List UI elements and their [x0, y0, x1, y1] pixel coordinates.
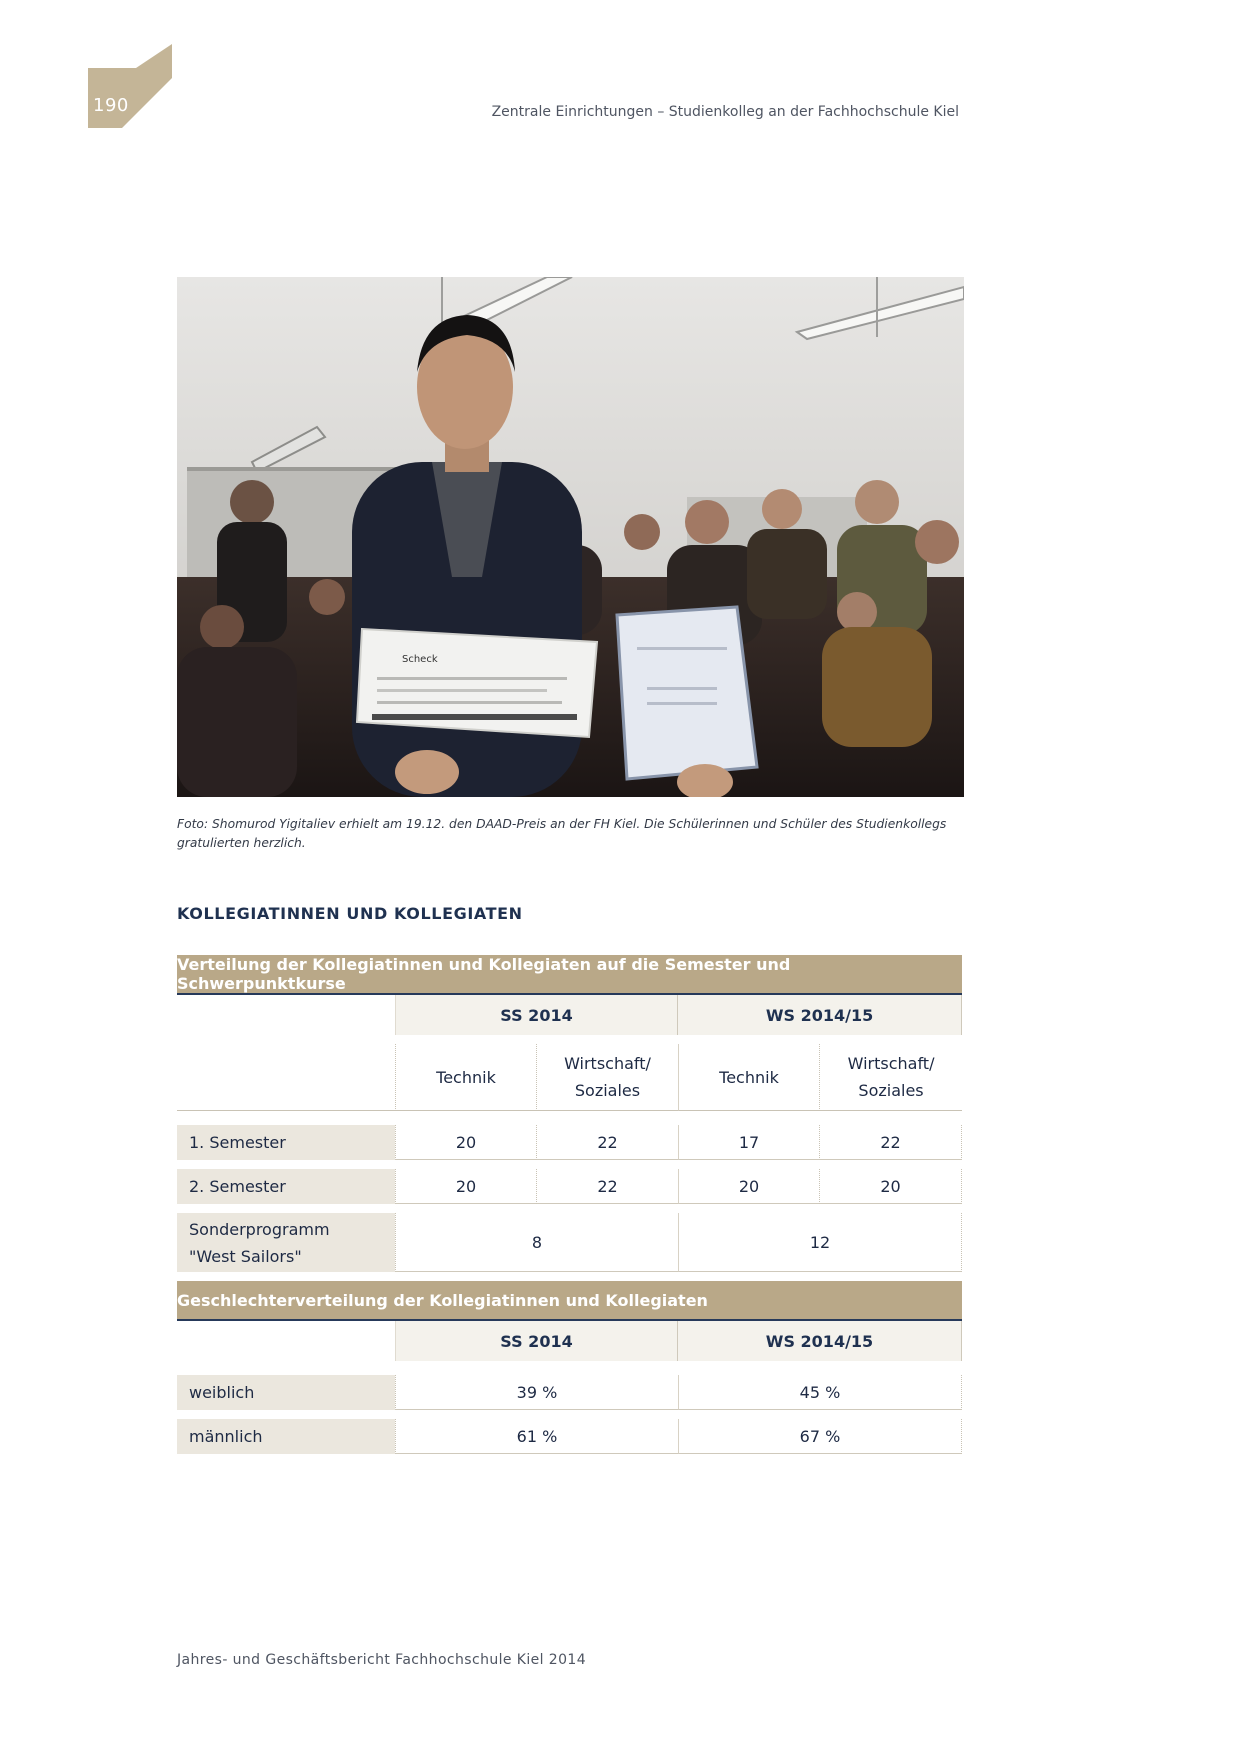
table-row [177, 1125, 962, 1160]
subheader-technik: Technik [395, 1044, 536, 1111]
table-cell: 20 [395, 1169, 536, 1204]
subheader-wirtschaft-line2: Soziales [858, 1081, 924, 1100]
table-row [177, 1169, 962, 1204]
table-cell: 22 [819, 1125, 962, 1160]
table-cell: 20 [678, 1169, 819, 1204]
section-heading: KOLLEGIATINNEN UND KOLLEGIATEN [177, 904, 523, 923]
enrollment-tables [177, 955, 962, 1454]
semester-table-title: Verteilung der Kollegiatinnen und Kollegiaten auf die Semester und Schwerpunktkurse [177, 955, 962, 995]
header-ws-2014-15: WS 2014/15 [678, 1321, 962, 1361]
gender-table-title: Geschlechterverteilung der Kollegiatinnen und Kollegiaten [177, 1281, 962, 1321]
header-ss-2014: SS 2014 [395, 995, 678, 1035]
table-cell: 12 [678, 1213, 962, 1272]
table-cell: 20 [395, 1125, 536, 1160]
table-row [177, 1419, 962, 1454]
photo-caption: Foto: Shomurod Yigitaliev erhielt am 19.12. den DAAD-Preis an der FH Kiel. Die Schülerinnen und Schüler des Studienkollegs gratulierten herzlich. [177, 817, 947, 850]
header-ws-2014-15: WS 2014/15 [678, 995, 962, 1035]
subject-header-row [177, 1044, 962, 1111]
special-label-line1: Sonderprogramm [189, 1219, 330, 1239]
table-cell: 22 [536, 1169, 678, 1204]
special-label-line2: "West Sailors" [189, 1246, 302, 1266]
header-ss-2014: SS 2014 [395, 1321, 678, 1361]
row-label: 1. Semester [177, 1125, 395, 1160]
table-cell: 17 [678, 1125, 819, 1160]
page-number: 190 [93, 95, 129, 116]
subheader-wirtschaft-line2: Soziales [574, 1081, 641, 1100]
subheader-wirtschaft-line1: Wirtschaft/ [564, 1054, 651, 1073]
row-label: 2. Semester [177, 1169, 395, 1204]
row-label-special-program [177, 1213, 395, 1272]
subheader-technik: Technik [678, 1044, 819, 1111]
award-photo [177, 277, 964, 797]
table-cell: 39 % [395, 1375, 678, 1410]
row-label: weiblich [177, 1375, 395, 1410]
gender-distribution-table [177, 1281, 962, 1454]
semester-header-row [177, 995, 962, 1035]
page-footer: Jahres- und Geschäftsbericht Fachhochschule Kiel 2014 [177, 1652, 587, 1668]
table-cell: 20 [819, 1169, 962, 1204]
header-empty-cell [177, 995, 395, 1035]
semester-distribution-table [177, 955, 962, 1281]
header-empty-cell [177, 1321, 395, 1361]
table-row [177, 1375, 962, 1410]
running-header: Zentrale Einrichtungen – Studienkolleg an der Fachhochschule Kiel [491, 104, 959, 120]
table-cell: 45 % [678, 1375, 962, 1410]
subheader-empty-cell [177, 1044, 395, 1111]
table-title-bar [177, 1281, 962, 1321]
check-heading: Scheck [402, 654, 438, 665]
subheader-wirtschaft [536, 1044, 678, 1111]
row-label: männlich [177, 1419, 395, 1454]
subheader-wirtschaft-line1: Wirtschaft/ [847, 1054, 935, 1073]
table-cell: 67 % [678, 1419, 962, 1454]
table-cell: 61 % [395, 1419, 678, 1454]
table-title-bar [177, 955, 962, 995]
subheader-wirtschaft [819, 1044, 962, 1111]
table-cell: 8 [395, 1213, 678, 1272]
table-row [177, 1213, 962, 1272]
gender-header-row [177, 1321, 962, 1361]
table-cell: 22 [536, 1125, 678, 1160]
